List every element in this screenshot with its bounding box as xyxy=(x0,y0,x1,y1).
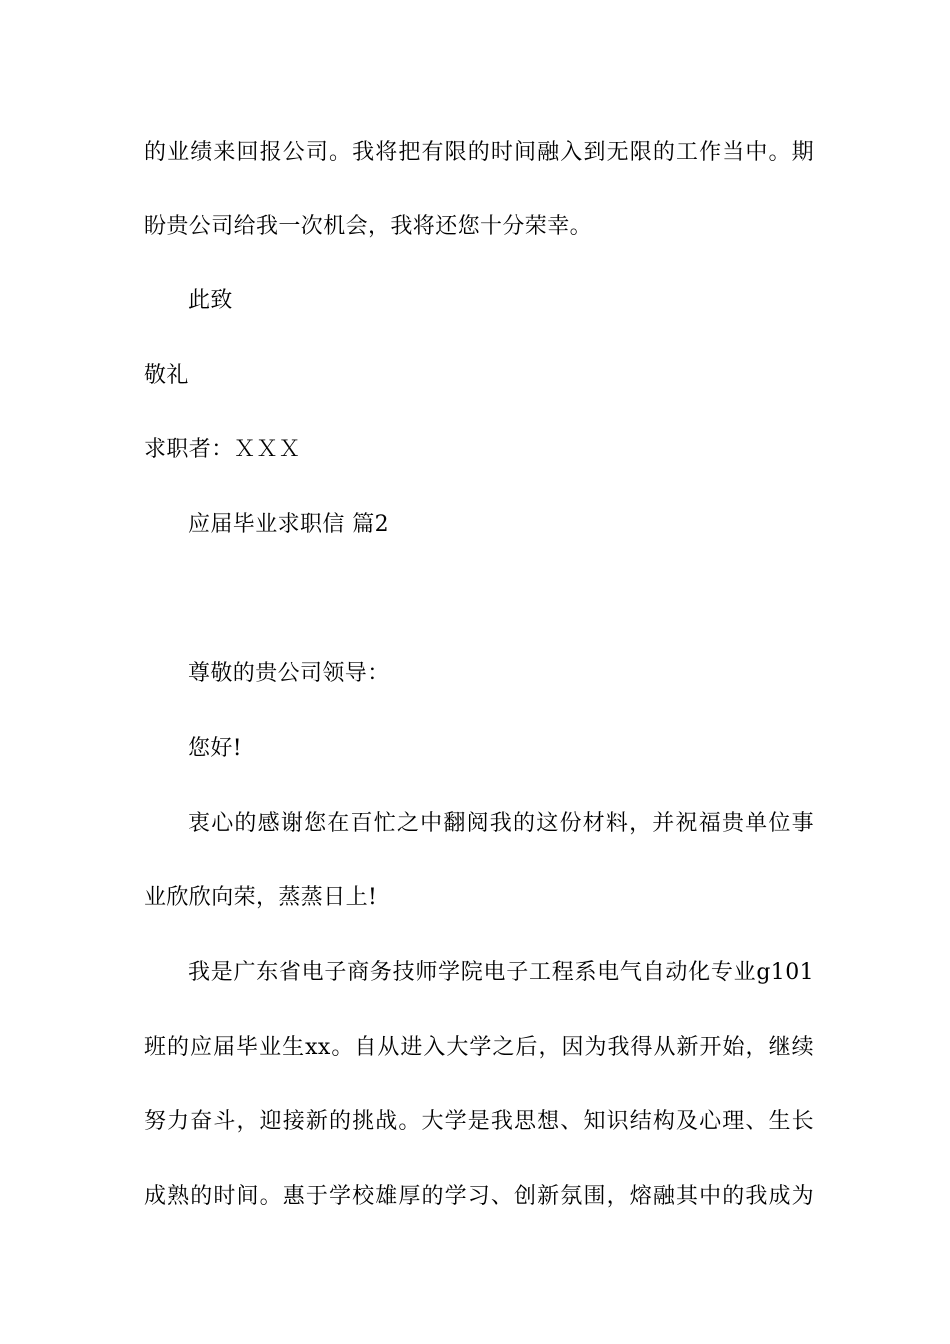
greeting-line: 尊敬的贵公司领导： xyxy=(188,661,390,686)
paragraph-line: 成熟的时间。惠于学校雄厚的学习、创新氛围，熔融其中的我成为 xyxy=(144,1184,814,1209)
paragraph-line: 我是广东省电子商务技师学院电子工程系电气自动化专业g101 xyxy=(188,960,814,985)
paragraph-line: 盼贵公司给我一次机会，我将还您十分荣幸。 xyxy=(144,214,593,239)
signature-line: 求职者：ＸＸＸ xyxy=(144,437,301,462)
paragraph-line: 业欣欣向荣，蒸蒸日上! xyxy=(144,885,378,910)
paragraph-line: 努力奋斗，迎接新的挑战。大学是我思想、知识结构及心理、生长 xyxy=(144,1109,814,1134)
section-heading: 应届毕业求职信 篇2 xyxy=(188,512,389,537)
paragraph-line: 衷心的感谢您在百忙之中翻阅我的这份材料，并祝福贵单位事 xyxy=(188,811,814,836)
closing-salutation: 此致 xyxy=(188,288,233,313)
closing-regards: 敬礼 xyxy=(144,363,189,388)
paragraph-line: 的业绩来回报公司。我将把有限的时间融入到无限的工作当中。期 xyxy=(144,140,814,165)
paragraph-line: 班的应届毕业生xx。自从进入大学之后，因为我得从新开始，继续 xyxy=(144,1035,814,1060)
greeting-hello: 您好! xyxy=(188,736,243,761)
